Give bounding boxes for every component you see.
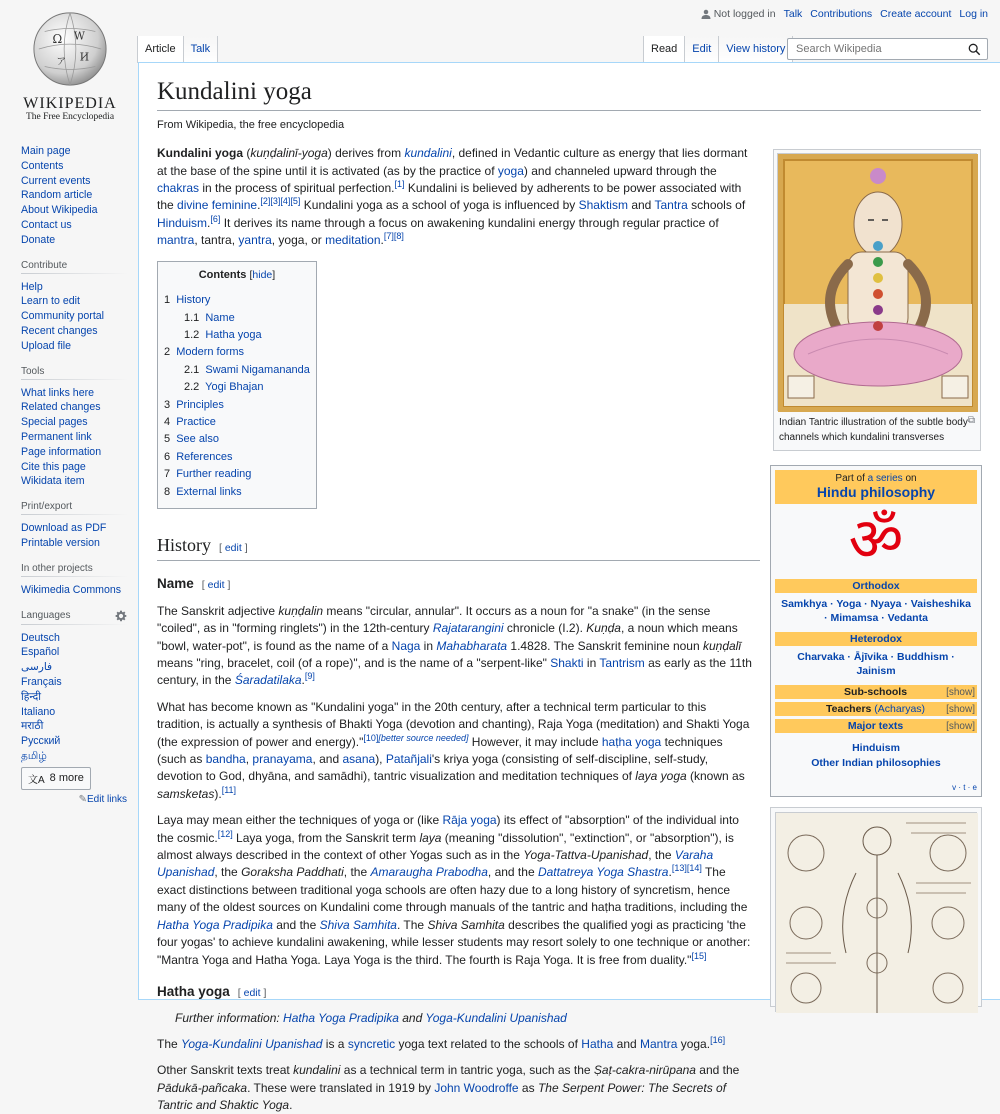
hatnote: Further information: Hatha Yoga Pradipika and Yoga-Kundalini Upanishad <box>175 1011 567 1026</box>
paragraph: What has become known as "Kundalini yoga" in the 20th century, after a technical term particular to this tradition, is actually a synthesis of Bhakti Yoga (devotion and chanting), Raja Yoga (meditation) and Shakti Yoga (the expression of power and energy)."[10][better source needed] However, it may include haṭha yoga techniques (such as bandha, pranayama, and asana), Patañjali's kriya yoga (consisting of self-discipline, self-study, devotion to God, dhyāna, and samādhi), tantric visualization and meditation techniques of laya yoga (known as samsketas).[11] <box>157 699 750 801</box>
teachers-show[interactable]: [show] <box>946 703 975 715</box>
link-raja-yoga[interactable]: Rāja yoga <box>442 813 497 828</box>
vte-links[interactable]: v · t · e <box>952 783 977 792</box>
link-yoga[interactable]: yoga <box>497 163 524 178</box>
link-pranayama[interactable]: pranayama <box>252 752 313 767</box>
subtle-body-image <box>778 154 978 412</box>
lang-farsi[interactable]: فارسی <box>21 661 53 674</box>
site-subtitle: From Wikipedia, the free encyclopedia <box>157 119 345 132</box>
enlarge-icon[interactable]: ⧉ <box>967 415 975 426</box>
contribute-heading: Contribute <box>21 260 127 274</box>
lead-paragraph-1: Kundalini yoga (kuṇḍalinī-yoga) derives from kundalini, defined in Vedantic culture as energy that lies dormant at the base of the spine until it is activated (as by the practice of yoga) and channeled upward through the chakras in the process of spiritual perfection.[1] Kundalini is believed by adherents to be power associated with the divine feminine.[2][3][4][5] Kundalini yoga as a school of yoga is influenced by Shaktism and Tantra schools of Hinduism.[6] It derives its name through a focus on awakening kundalini energy through regular practice of mantra, tantra, yantra, yoga, or meditation.[7][8] <box>157 146 748 248</box>
tab-read[interactable]: Read <box>644 36 685 63</box>
sidebar-header <box>775 470 977 504</box>
nav-print <box>21 501 127 551</box>
edit-links-label[interactable]: Edit links <box>86 793 127 805</box>
citation[interactable]: [13][14] <box>671 863 702 874</box>
hatnote-link-2[interactable]: Yoga-Kundalini Upanishad <box>425 1011 567 1026</box>
link-hinduism[interactable]: Hinduism <box>157 215 208 230</box>
sidebar-footer <box>775 733 977 771</box>
hindu-philosophy-sidebar <box>770 465 982 797</box>
not-logged-in-label: Not logged in <box>713 8 776 20</box>
paragraph: The Yoga-Kundalini Upanishad is a syncretic yoga text related to the schools of Hatha and Mantra yoga.[16] <box>157 1034 726 1051</box>
link-hatha-yoga-pradipika[interactable]: Hatha Yoga Pradipika <box>157 917 273 932</box>
globe-icon <box>31 10 109 88</box>
link-meditation[interactable]: meditation <box>325 233 381 248</box>
nav-projects <box>21 563 127 598</box>
link-shiva-samhita[interactable]: Shiva Samhita <box>319 917 397 932</box>
orthodox-links[interactable]: Samkhya · Yoga · Nyaya · Vaisheshika · Mimamsa · Vedanta <box>781 598 971 624</box>
link-hatha-yoga[interactable]: haṭha yoga <box>601 734 662 749</box>
series-title[interactable]: Hindu philosophy <box>816 484 936 500</box>
nav-printable-version[interactable]: Printable version <box>21 536 100 549</box>
user-icon <box>701 9 711 19</box>
toc-item[interactable]: 2 Modern forms <box>164 346 245 359</box>
nav-languages <box>21 610 127 805</box>
link-syncretic[interactable]: syncretic <box>347 1036 396 1051</box>
om-symbol-icon[interactable]: ॐ <box>848 505 904 575</box>
languages-heading <box>21 610 127 625</box>
link-mahabharata[interactable]: Mahabharata <box>436 638 508 653</box>
nav-learn-edit[interactable]: Learn to edit <box>21 295 80 308</box>
nav-contents[interactable]: Contents <box>21 159 64 172</box>
toc-item[interactable]: 2.1 Swami Nigamananda <box>184 363 310 376</box>
citation[interactable]: [15] <box>691 950 707 961</box>
tab-edit[interactable]: Edit <box>685 36 719 63</box>
pencil-icon: ✎ <box>78 793 87 805</box>
toc-title-label: Contents <box>198 268 247 281</box>
personal-talk[interactable]: Talk <box>783 8 803 20</box>
chakra-chart-image <box>776 813 978 1013</box>
search-input[interactable] <box>794 42 954 56</box>
nav-wikimedia-commons[interactable]: Wikimedia Commons <box>21 583 122 596</box>
toc-item[interactable]: 4 Practice <box>164 415 216 428</box>
nav-related-changes[interactable]: Related changes <box>21 401 101 414</box>
nav-main <box>21 144 127 248</box>
link-patanjali[interactable]: Patañjali <box>385 752 432 767</box>
nav-random-article[interactable]: Random article <box>21 189 93 202</box>
nav-donate[interactable]: Donate <box>21 233 56 246</box>
toc-item[interactable]: 1.2 Hatha yoga <box>184 328 262 341</box>
svg-text:W: W <box>73 29 85 43</box>
languages-label: Languages <box>21 610 71 622</box>
hatnote-link-1[interactable]: Hatha Yoga Pradipika <box>283 1011 399 1026</box>
link-naga[interactable]: Naga <box>391 638 421 653</box>
citation[interactable]: [better source needed] <box>378 732 469 743</box>
teachers-row[interactable] <box>775 702 977 716</box>
nav-page-information[interactable]: Page information <box>21 445 102 458</box>
caption-text: Indian Tantric illustration of the subtle body channels which kundalini transverses <box>779 417 968 443</box>
link-tantra[interactable]: Tantra <box>654 198 688 213</box>
section-edit[interactable]: [ edit ] <box>237 986 267 999</box>
link-bandha[interactable]: bandha <box>205 752 246 767</box>
other-philosophies-link[interactable]: Other Indian philosophies <box>811 757 941 769</box>
namespace-tabs <box>137 36 218 63</box>
lang-italiano[interactable]: Italiano <box>21 705 56 718</box>
section-name: Name [ edit ] <box>157 576 231 592</box>
subschools-row[interactable] <box>775 685 977 699</box>
nav-main-page[interactable]: Main page <box>21 145 71 157</box>
citation[interactable]: [16] <box>710 1034 726 1045</box>
lang-hindi[interactable]: हिन्दी <box>21 690 42 703</box>
link-rajatarangini[interactable]: Rajatarangini <box>432 621 504 636</box>
search-box[interactable] <box>787 38 988 60</box>
subschools-show[interactable]: [show] <box>946 686 975 698</box>
translate-icon: 文A <box>28 774 45 786</box>
lang-russian[interactable]: Русский <box>21 735 61 748</box>
hinduism-link[interactable]: Hinduism <box>852 742 900 754</box>
toc-hide-toggle[interactable]: [hide] <box>249 268 276 281</box>
series-line: Part of a series on <box>835 473 917 484</box>
citation[interactable]: [1] <box>394 179 405 190</box>
link-yantra[interactable]: yantra <box>238 233 272 248</box>
figure-subtle-body <box>773 149 981 451</box>
svg-text:ア: ア <box>56 56 67 68</box>
link-amaraugha[interactable]: Amaraugha Prabodha <box>370 865 488 880</box>
wikipedia-logo[interactable] <box>18 10 122 122</box>
link-tantrism[interactable]: Tantrism <box>599 656 645 670</box>
lang-espanol[interactable]: Español <box>21 646 60 659</box>
toc-item[interactable]: 5 See also <box>164 433 219 446</box>
tab-talk[interactable]: Talk <box>184 36 219 63</box>
nav-wikidata-item[interactable]: Wikidata item <box>21 475 85 488</box>
paragraph: The Sanskrit adjective kuṇḍalin means "circular, annular". It occurs as a noun for "a snake" (in the sense "coiled", as in "forming ringlets") in the 12th-century Rajatarangini chronicle (I.2). Kuṇḍa, a noun which means "bowl, water-pot", is found as the name of a Naga in Mahabharata 1.4828. The Sanskrit feminine noun kuṇḍalī means "ring, bracelet, coil (of a rope)", and is the name of a "serpent-like" Shakti in Tantrism as early as the 11th century, in the Śaradatilaka.[9] <box>157 603 752 688</box>
toc-item[interactable]: 7 Further reading <box>164 468 252 481</box>
link-asana[interactable]: asana <box>342 752 376 767</box>
subschools-label: Sub-schools <box>844 686 908 698</box>
link-saradatilaka[interactable]: Śaradatilaka <box>234 673 302 688</box>
paragraph: Other Sanskrit texts treat kundalini as a technical term in tantric yoga, such as the Ṣaṭ-cakra-nirūpana and the Pādukā-pañcaka. These were translated in 1919 by John Woodroffe as The Serpent Power: The Secrets of Tantric and Shaktic Yoga. <box>157 1063 740 1112</box>
more-languages-button[interactable] <box>21 767 91 790</box>
tagline: The Free Encyclopedia <box>25 112 115 122</box>
texts-row[interactable] <box>775 719 977 733</box>
paragraph: Laya may mean either the techniques of yoga or (like Rāja yoga) its effect of "absorption" of the individual into the cosmic.[12] Laya yoga, from the Sanskrit term laya (meaning "dissolution", "extinction", or "absorption"), is almost always described in the context of other Yogas such as in the Yoga-Tattva-Upanishad, the Varaha Upanishad, the Goraksha Paddhati, the Amaraugha Prabodha, and the Dattatreya Yoga Shastra.[13][14] The exact distinctions between traditional yoga schools are often hazy due to a long history of syncretism, hence many of the oldest sources on Kundalini come through manuals of the tantric and haṭha traditions, including the Hatha Yoga Pradipika and the Shiva Samhita. The Shiva Samhita describes the qualified yogi as practicing 'the four yogas' to achieve kundalini awakening, while lesser students may resort solely to one technique or another: "Mantra Yoga and Hatha Yoga. Laya Yoga is the third. The fourth is Raja Yoga. It is free from duality."[15] <box>157 813 751 967</box>
citation[interactable]: [11] <box>221 784 237 795</box>
page-title: Kundalini yoga <box>157 76 981 111</box>
link-mantra-school[interactable]: Mantra <box>640 1036 678 1051</box>
toc-item[interactable]: 8 External links <box>164 485 242 498</box>
link-yoga-kundalini-upanishad[interactable]: Yoga-Kundalini Upanishad <box>181 1036 323 1051</box>
teachers-label: Teachers (Acharyas) <box>826 703 926 715</box>
view-tabs <box>643 36 793 63</box>
nav-recent-changes[interactable]: Recent changes <box>21 324 98 337</box>
nav-upload-file[interactable]: Upload file <box>21 339 72 352</box>
toc-hide-link[interactable]: hide <box>252 268 273 281</box>
link-chakras[interactable]: chakras <box>157 181 200 196</box>
table-of-contents <box>157 261 317 509</box>
citation[interactable]: [7][8] <box>383 231 404 242</box>
svg-text:Ω: Ω <box>52 32 63 47</box>
toc-list <box>164 292 310 501</box>
heterodox-links[interactable]: Charvaka · Ājīvika · Buddhism · Jainism <box>797 651 955 677</box>
nav-help[interactable]: Help <box>21 280 43 293</box>
link-dattatreya[interactable]: Dattatreya Yoga Shastra <box>537 865 669 880</box>
section-edit[interactable]: [ edit ] <box>219 541 248 554</box>
toc-item[interactable]: 1 History <box>164 294 211 307</box>
nav-current-events[interactable]: Current events <box>21 174 91 187</box>
texts-label: Major texts <box>847 720 904 732</box>
link-shakti[interactable]: Shakti <box>550 656 584 670</box>
nav-cite-page[interactable]: Cite this page <box>21 460 86 473</box>
link-varaha-upanishad[interactable]: Varaha Upanishad <box>157 848 714 880</box>
nav-tools <box>21 366 127 490</box>
citation[interactable]: [12] <box>217 828 233 839</box>
figure-caption <box>777 411 977 447</box>
not-logged-in <box>701 8 776 20</box>
personal-tools <box>701 8 988 20</box>
texts-show[interactable]: [show] <box>946 720 975 732</box>
create-account[interactable]: Create account <box>880 8 952 20</box>
section-edit[interactable]: [ edit ] <box>201 579 231 592</box>
more-languages-label: 8 more <box>49 772 84 785</box>
link-john-woodroffe[interactable]: John Woodroffe <box>434 1080 519 1095</box>
nav-special-pages[interactable]: Special pages <box>21 416 88 429</box>
sidebar <box>21 144 127 817</box>
orthodox-heading[interactable]: Orthodox <box>775 579 977 593</box>
citation[interactable]: [10] <box>363 732 379 743</box>
citation[interactable]: [9] <box>304 671 315 682</box>
projects-heading: In other projects <box>21 563 127 577</box>
toc-item[interactable]: 6 References <box>164 450 233 463</box>
heterodox-heading[interactable]: Heterodox <box>775 632 977 646</box>
toc-item[interactable]: 1.1 Name <box>184 311 235 324</box>
nav-about[interactable]: About Wikipedia <box>21 204 98 217</box>
nav-download-pdf[interactable]: Download as PDF <box>21 522 107 535</box>
gear-icon[interactable] <box>115 610 127 622</box>
log-in[interactable]: Log in <box>959 8 988 20</box>
nav-community-portal[interactable]: Community portal <box>21 310 105 323</box>
svg-text:И: И <box>79 50 90 64</box>
nav-contact[interactable]: Contact us <box>21 218 72 231</box>
nav-contribute <box>21 260 127 354</box>
lang-tamil[interactable]: தமிழ் <box>21 749 47 762</box>
link-mantra[interactable]: mantra <box>157 233 195 248</box>
link-shaktism[interactable]: Shaktism <box>578 198 628 213</box>
wordmark: WIKIPEDIA <box>23 95 117 112</box>
toc-title <box>164 267 310 284</box>
citation[interactable]: [6] <box>210 213 221 224</box>
edit-links[interactable] <box>21 794 127 805</box>
personal-contributions[interactable]: Contributions <box>810 8 873 20</box>
lang-marathi[interactable]: मराठी <box>21 720 44 733</box>
link-divine-feminine[interactable]: divine feminine <box>177 198 258 213</box>
section-history: History [ edit ] <box>157 537 760 561</box>
figure-chakra-chart <box>770 807 982 1007</box>
link-kundalini[interactable]: kundalini <box>404 146 452 161</box>
link-hatha[interactable]: Hatha <box>581 1036 614 1051</box>
toc-item[interactable]: 3 Principles <box>164 398 224 411</box>
subtle-body-illustration[interactable] <box>777 153 977 411</box>
chakra-chart-illustration[interactable] <box>775 812 977 1012</box>
search-icon[interactable] <box>968 43 981 56</box>
toc-item[interactable]: 2.2 Yogi Bhajan <box>184 381 264 394</box>
nav-what-links-here[interactable]: What links here <box>21 386 95 399</box>
citation[interactable]: [2][3][4][5] <box>260 196 301 207</box>
tab-view-history[interactable]: View history <box>719 36 793 63</box>
content <box>138 62 1000 1112</box>
series-link[interactable]: a series <box>867 473 903 484</box>
print-heading: Print/export <box>21 501 127 515</box>
tools-heading: Tools <box>21 366 127 380</box>
section-hatha-yoga: Hatha yoga [ edit ] <box>157 983 267 999</box>
lang-francais[interactable]: Français <box>21 675 62 688</box>
tab-article[interactable]: Article <box>138 36 184 63</box>
nav-permanent-link[interactable]: Permanent link <box>21 430 92 443</box>
lang-deutsch[interactable]: Deutsch <box>21 631 60 644</box>
